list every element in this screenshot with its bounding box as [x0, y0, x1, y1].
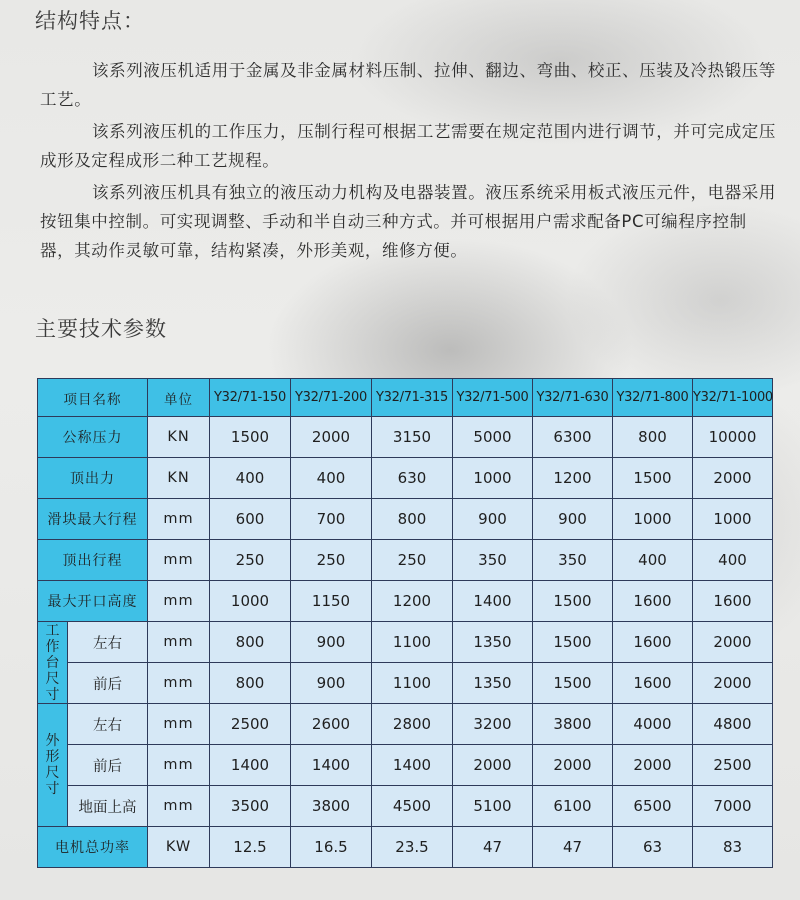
table-row	[38, 581, 773, 622]
table-row	[38, 458, 773, 499]
value-cell: 400	[210, 458, 291, 499]
value-cell: 1100	[372, 622, 453, 663]
row-unit: mm	[148, 499, 210, 540]
section-title-features: 结构特点：	[35, 9, 145, 33]
value-cell: 250	[291, 540, 372, 581]
value-cell: 900	[453, 499, 533, 540]
value-cell: 1350	[453, 622, 533, 663]
row-unit: mm	[148, 663, 210, 704]
row-label: 最大开口高度	[38, 581, 148, 622]
value-cell: 12.5	[210, 827, 291, 868]
row-unit: mm	[148, 622, 210, 663]
value-cell: 1200	[372, 581, 453, 622]
value-cell: 1500	[210, 417, 291, 458]
table-row	[38, 499, 773, 540]
row-label: 滑块最大行程	[38, 499, 148, 540]
value-cell: 1000	[693, 499, 773, 540]
row-label: 顶出行程	[38, 540, 148, 581]
row-label: 前后	[68, 663, 148, 704]
table-row	[38, 622, 773, 663]
row-label: 地面上高	[68, 786, 148, 827]
value-cell: 4800	[693, 704, 773, 745]
value-cell: 1500	[533, 663, 613, 704]
value-cell: 350	[533, 540, 613, 581]
value-cell: 6100	[533, 786, 613, 827]
value-cell: 1500	[533, 581, 613, 622]
value-cell: 4000	[613, 704, 693, 745]
row-unit: mm	[148, 786, 210, 827]
value-cell: 2000	[453, 745, 533, 786]
table-row	[38, 786, 773, 827]
value-cell: 250	[210, 540, 291, 581]
value-cell: 1100	[372, 663, 453, 704]
value-cell: 1400	[453, 581, 533, 622]
row-unit: mm	[148, 704, 210, 745]
header-model: Y32/71-315	[372, 379, 453, 417]
table-row	[38, 704, 773, 745]
header-model: Y32/71-800	[613, 379, 693, 417]
paragraph-hydraulic-system: 该系列液压机具有独立的液压动力机构及电器装置。液压系统采用板式液压元件，电器采用按钮集中控制。可实现调整、手动和半自动三种方式。并可根据用户需求配备PC可编程序控制器，其动作灵敏可靠，结构紧凑，外形美观，维修方便。	[40, 183, 776, 260]
value-cell: 83	[693, 827, 773, 868]
value-cell: 1400	[291, 745, 372, 786]
table-row	[38, 827, 773, 868]
value-cell: 4500	[372, 786, 453, 827]
value-cell: 800	[210, 622, 291, 663]
value-cell: 5100	[453, 786, 533, 827]
value-cell: 3150	[372, 417, 453, 458]
header-unit: 单位	[148, 379, 210, 417]
value-cell: 3200	[453, 704, 533, 745]
value-cell: 1200	[533, 458, 613, 499]
value-cell: 2000	[693, 622, 773, 663]
value-cell: 3800	[291, 786, 372, 827]
value-cell: 23.5	[372, 827, 453, 868]
value-cell: 250	[372, 540, 453, 581]
row-unit: KW	[148, 827, 210, 868]
value-cell: 2600	[291, 704, 372, 745]
table-header-row	[38, 379, 773, 417]
header-model: Y32/71-1000	[693, 379, 773, 417]
table-row	[38, 417, 773, 458]
group-worktable-size: 工作台尺寸	[38, 622, 68, 704]
value-cell: 6300	[533, 417, 613, 458]
row-unit: mm	[148, 581, 210, 622]
value-cell: 1400	[210, 745, 291, 786]
value-cell: 1350	[453, 663, 533, 704]
value-cell: 1400	[372, 745, 453, 786]
value-cell: 2500	[210, 704, 291, 745]
value-cell: 900	[291, 622, 372, 663]
row-unit: KN	[148, 458, 210, 499]
value-cell: 700	[291, 499, 372, 540]
value-cell: 2000	[291, 417, 372, 458]
parameter-table	[37, 378, 773, 868]
row-label: 左右	[68, 622, 148, 663]
row-unit: KN	[148, 417, 210, 458]
value-cell: 3500	[210, 786, 291, 827]
value-cell: 3800	[533, 704, 613, 745]
row-label: 左右	[68, 704, 148, 745]
value-cell: 400	[613, 540, 693, 581]
value-cell: 1000	[210, 581, 291, 622]
value-cell: 47	[453, 827, 533, 868]
value-cell: 1600	[613, 622, 693, 663]
value-cell: 800	[210, 663, 291, 704]
value-cell: 1600	[693, 581, 773, 622]
table-row	[38, 745, 773, 786]
value-cell: 2000	[693, 458, 773, 499]
header-model: Y32/71-200	[291, 379, 372, 417]
value-cell: 10000	[693, 417, 773, 458]
value-cell: 6500	[613, 786, 693, 827]
value-cell: 1500	[533, 622, 613, 663]
value-cell: 350	[453, 540, 533, 581]
value-cell: 63	[613, 827, 693, 868]
value-cell: 400	[291, 458, 372, 499]
value-cell: 2500	[693, 745, 773, 786]
header-item-name: 项目名称	[38, 379, 148, 417]
value-cell: 600	[210, 499, 291, 540]
table-row	[38, 540, 773, 581]
row-label: 电机总功率	[38, 827, 148, 868]
table-row	[38, 663, 773, 704]
value-cell: 5000	[453, 417, 533, 458]
header-model: Y32/71-630	[533, 379, 613, 417]
value-cell: 7000	[693, 786, 773, 827]
value-cell: 1000	[453, 458, 533, 499]
group-outline-size: 外形尺寸	[38, 704, 68, 827]
value-cell: 1600	[613, 581, 693, 622]
value-cell: 2800	[372, 704, 453, 745]
value-cell: 800	[613, 417, 693, 458]
row-label: 公称压力	[38, 417, 148, 458]
row-unit: mm	[148, 540, 210, 581]
value-cell: 16.5	[291, 827, 372, 868]
value-cell: 1500	[613, 458, 693, 499]
value-cell: 400	[693, 540, 773, 581]
value-cell: 2000	[613, 745, 693, 786]
value-cell: 1150	[291, 581, 372, 622]
row-label: 前后	[68, 745, 148, 786]
value-cell: 2000	[693, 663, 773, 704]
value-cell: 900	[291, 663, 372, 704]
header-model: Y32/71-500	[453, 379, 533, 417]
value-cell: 1600	[613, 663, 693, 704]
section-title-parameters: 主要技术参数	[35, 317, 167, 341]
row-label: 顶出力	[38, 458, 148, 499]
header-model: Y32/71-150	[210, 379, 291, 417]
value-cell: 900	[533, 499, 613, 540]
row-unit: mm	[148, 745, 210, 786]
value-cell: 630	[372, 458, 453, 499]
value-cell: 800	[372, 499, 453, 540]
paragraph-applications: 该系列液压机适用于金属及非金属材料压制、拉伸、翻边、弯曲、校正、压装及冷热锻压等工艺。	[40, 61, 776, 109]
value-cell: 1000	[613, 499, 693, 540]
paragraph-pressure-stroke: 该系列液压机的工作压力，压制行程可根据工艺需要在规定范围内进行调节，并可完成定压成形及定程成形二种工艺规程。	[40, 122, 776, 170]
value-cell: 47	[533, 827, 613, 868]
value-cell: 2000	[533, 745, 613, 786]
